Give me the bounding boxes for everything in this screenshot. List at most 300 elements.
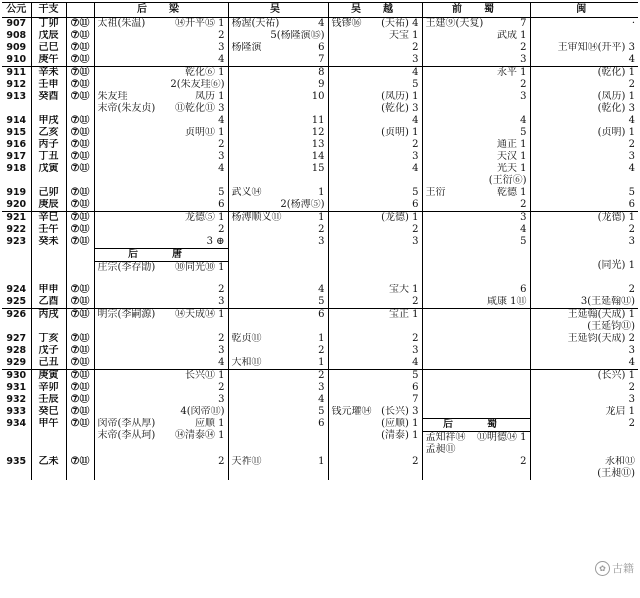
wuyue-cell <box>328 67 422 80</box>
later-liang-cell <box>94 406 228 418</box>
year-cell: 918 <box>6 163 27 174</box>
cell-line: 宝正 1 <box>388 309 419 320</box>
month-mark-cell: ⑦⑪ <box>66 139 94 151</box>
cell-line: 2 <box>628 139 635 150</box>
cell-line: 4 <box>628 54 635 65</box>
month-mark-cell: ⑦⑪ <box>66 394 94 406</box>
min-cell <box>530 296 638 309</box>
wuyue-cell <box>328 54 422 67</box>
cell-line: 4 <box>218 163 225 174</box>
cell-line: 太祖(朱温) ⑭开平⑮ 1 <box>97 18 225 29</box>
later-liang-cell <box>94 236 228 248</box>
cell-line: 3 <box>218 345 225 356</box>
ganzhi-cell: 壬申 <box>31 79 66 91</box>
later-liang-cell <box>94 357 228 370</box>
cell-line <box>332 175 419 187</box>
ganzhi-cell <box>31 248 66 284</box>
former-shu-cell <box>422 333 530 345</box>
wuyue-cell <box>328 127 422 139</box>
cell-line: 龙德⑤ 1 <box>184 212 225 223</box>
cell-line: 2 <box>628 79 635 90</box>
min-cell <box>530 309 638 334</box>
table-row <box>2 18 638 31</box>
cell-line: 长兴⑪ 1 <box>184 370 225 381</box>
cell-line: 13 <box>311 139 325 150</box>
later-liang-cell <box>94 345 228 357</box>
month-mark-cell: ⑦⑪ <box>66 406 94 418</box>
cell-line: (凤历) 1 <box>597 91 635 102</box>
cell-line: 4(闵帝⑪) <box>180 406 225 417</box>
cell-line: 4 <box>520 224 527 235</box>
min-cell <box>530 67 638 80</box>
header-ganzhi: 干支 <box>31 3 66 18</box>
former-shu-cell <box>422 357 530 370</box>
year-cell: 935 <box>6 456 27 467</box>
table-row <box>2 456 638 480</box>
later-liang-cell <box>94 42 228 54</box>
cell-line: 3 <box>412 54 419 65</box>
cell-line <box>534 430 636 442</box>
ganzhi-cell: 庚辰 <box>31 199 66 212</box>
cell-line: 5 <box>520 236 527 247</box>
wu-cell <box>228 394 328 406</box>
wu-cell <box>228 151 328 163</box>
cell-line: 4 <box>412 115 419 126</box>
former-shu-cell <box>422 54 530 67</box>
cell-line: 4 <box>412 163 419 174</box>
cell-line: 4 <box>520 115 527 126</box>
cell-line: 2 <box>628 382 635 393</box>
ganzhi-cell: 己丑 <box>31 357 66 370</box>
cell-line: 2 <box>628 284 635 295</box>
cell-line: 乾化⑥ 1 <box>184 67 225 78</box>
cell-line: 闵帝(李从厚) 应顺 1 <box>97 418 225 429</box>
table-row <box>2 284 638 296</box>
ganzhi-cell: 丁亥 <box>31 333 66 345</box>
former-shu-cell <box>422 418 530 456</box>
wuyue-cell <box>328 139 422 151</box>
later-liang-cell <box>94 212 228 225</box>
month-mark-cell: ⑦⑪ <box>66 382 94 394</box>
cell-line: 杨隆演 6 <box>231 42 325 53</box>
wu-cell <box>228 115 328 127</box>
min-cell <box>530 79 638 91</box>
former-shu-cell <box>422 309 530 334</box>
month-mark-cell: ⑦⑪ <box>66 18 94 31</box>
cell-line: 天汉 1 <box>496 151 527 162</box>
month-mark-cell: ⑦⑪ <box>66 212 94 225</box>
wu-cell <box>228 127 328 139</box>
header-later-liang: 后 梁 <box>94 3 228 18</box>
wu-cell <box>228 333 328 345</box>
cell-line: 3 <box>520 212 527 223</box>
cell-line: 3 <box>218 42 225 53</box>
year-cell: 914 <box>6 115 27 126</box>
year-cell: 912 <box>6 79 27 90</box>
later-liang-cell <box>94 79 228 91</box>
wuyue-cell <box>328 370 422 383</box>
table-row <box>2 163 638 187</box>
min-cell <box>530 163 638 187</box>
cell-line: 4 <box>412 357 419 368</box>
wu-cell <box>228 139 328 151</box>
cell-line: 2 <box>318 370 325 381</box>
later-liang-cell <box>94 91 228 115</box>
cell-line: 2 <box>218 456 225 467</box>
former-shu-cell <box>422 248 530 284</box>
month-mark-cell: ⑦⑪ <box>66 224 94 236</box>
min-cell <box>530 236 638 248</box>
table-row <box>2 42 638 54</box>
month-mark-cell: ⑦⑪ <box>66 79 94 91</box>
min-cell <box>530 224 638 236</box>
later-liang-cell <box>94 370 228 383</box>
cell-line: 4 <box>628 115 635 126</box>
later-liang-cell <box>94 187 228 199</box>
wuyue-cell <box>328 224 422 236</box>
cell-line <box>534 248 636 260</box>
month-mark-cell: ⑦⑪ <box>66 236 94 248</box>
header-year: 公元 <box>2 3 31 18</box>
cell-line: 天祚⑪ 1 <box>231 456 325 467</box>
month-mark-cell: ⑦⑪ <box>66 91 94 115</box>
year-cell: 928 <box>6 345 27 356</box>
year-cell: 934 <box>6 418 27 429</box>
cell-line: (长兴) 1 <box>597 370 635 381</box>
month-mark-cell: ⑦⑪ <box>66 163 94 187</box>
cell-line: 5 <box>318 406 325 417</box>
ganzhi-cell: 辛巳 <box>31 212 66 225</box>
month-mark-cell: ⑦⑪ <box>66 357 94 370</box>
wu-cell <box>228 456 328 480</box>
former-shu-cell <box>422 236 530 248</box>
wu-cell <box>228 309 328 334</box>
month-mark-cell: ⑦⑪ <box>66 309 94 334</box>
cell-line: 钱元瓘⑭ (长兴) 3 <box>331 406 419 417</box>
cell-line: 2 <box>412 333 419 344</box>
cell-line: (贞明) 1 <box>381 127 419 138</box>
month-mark-cell: ⑦⑪ <box>66 333 94 345</box>
year-cell: 909 <box>6 42 27 53</box>
month-mark-cell: ⑦⑪ <box>66 30 94 42</box>
cell-line: 3 <box>628 151 635 162</box>
wuyue-cell <box>328 284 422 296</box>
watermark: ✿ 古籍 <box>595 560 634 577</box>
year-cell: 916 <box>6 139 27 150</box>
cell-line: 3 <box>218 296 225 307</box>
header-min: 闽 <box>530 3 638 18</box>
ganzhi-cell: 甲午 <box>31 418 66 456</box>
year-cell: 921 <box>2 212 31 225</box>
cell-line: 2 <box>412 42 419 53</box>
month-mark-cell: ⑦⑪ <box>66 187 94 199</box>
cell-line: 3 <box>412 345 419 356</box>
wuyue-cell <box>328 42 422 54</box>
cell-line: 龙启 1 <box>605 406 635 417</box>
wu-cell <box>228 248 328 284</box>
wuyue-cell <box>328 163 422 187</box>
cell-line <box>232 175 325 187</box>
ganzhi-cell: 丁丑 <box>31 151 66 163</box>
year-cell: 910 <box>6 54 27 65</box>
wuyue-cell <box>328 296 422 309</box>
cell-line: 2 <box>218 139 225 150</box>
cell-line: 3 <box>628 394 635 405</box>
table-row <box>2 394 638 406</box>
cell-line: 2 <box>520 456 527 467</box>
former-shu-cell <box>422 406 530 418</box>
table-row <box>2 418 638 456</box>
month-mark-cell: ⑦⑪ <box>66 115 94 127</box>
cell-line: 4 <box>318 394 325 405</box>
wuyue-cell <box>328 382 422 394</box>
wu-cell <box>228 236 328 248</box>
former-shu-cell <box>422 91 530 115</box>
cell-line: (应顺) 1 <box>381 418 419 429</box>
wuyue-cell <box>328 151 422 163</box>
ganzhi-cell: 辛未 <box>31 67 66 80</box>
month-mark-cell: ⑦⑪ <box>66 42 94 54</box>
year-cell <box>2 248 31 284</box>
cell-line: 12 <box>311 127 325 138</box>
cell-line: 7 <box>412 394 419 405</box>
cell-line: 王审知⑭(开平) 3 <box>557 42 635 53</box>
cell-line: 3 <box>318 236 325 247</box>
table-row <box>2 127 638 139</box>
cell-line: (王衍⑥) <box>488 175 527 186</box>
cell-line: 4 <box>318 284 325 295</box>
min-cell <box>530 199 638 212</box>
min-cell <box>530 248 638 284</box>
month-mark-cell: ⑦⑪ <box>66 456 94 480</box>
later-liang-cell <box>94 163 228 187</box>
wu-cell <box>228 296 328 309</box>
wuyue-cell <box>328 30 422 42</box>
former-shu-cell <box>422 394 530 406</box>
later-liang-cell <box>94 394 228 406</box>
min-cell <box>530 357 638 370</box>
subhead-later-tang: 后 唐 <box>95 248 228 262</box>
cell-line: 3 ⊕ <box>206 236 225 247</box>
wuyue-cell <box>328 456 422 480</box>
wuyue-cell <box>328 187 422 199</box>
table-row <box>2 67 638 80</box>
table-row <box>2 30 638 42</box>
cell-line: 2 <box>318 345 325 356</box>
former-shu-cell <box>422 345 530 357</box>
cell-line: 2(朱友珪⑥) <box>170 79 225 90</box>
cell-line: 6 <box>218 199 225 210</box>
former-shu-cell <box>422 18 530 31</box>
month-mark-cell: ⑦⑪ <box>66 54 94 67</box>
ganzhi-cell: 丁卯 <box>31 18 66 31</box>
wu-cell <box>228 54 328 67</box>
former-shu-cell <box>422 224 530 236</box>
wu-cell <box>228 42 328 54</box>
month-mark-cell <box>66 248 94 284</box>
wuyue-cell <box>328 345 422 357</box>
wu-cell <box>228 406 328 418</box>
cell-line: 武成 1 <box>496 30 527 41</box>
table-row <box>2 91 638 115</box>
former-shu-cell <box>422 212 530 225</box>
cell-line: 2 <box>628 224 635 235</box>
later-liang-cell <box>94 18 228 31</box>
cell-line: 5(杨隆演⑮) <box>270 30 325 41</box>
cell-line: 2 <box>218 224 225 235</box>
min-cell <box>530 382 638 394</box>
later-liang-cell <box>94 139 228 151</box>
ganzhi-cell: 庚午 <box>31 54 66 67</box>
chronology-page <box>0 2 640 598</box>
later-liang-cell <box>94 284 228 296</box>
year-cell: 930 <box>2 370 31 383</box>
cell-line: 5 <box>218 187 225 198</box>
table-row <box>2 357 638 370</box>
year-cell: 917 <box>6 151 27 162</box>
cell-line: 3(王延翰⑪) <box>580 296 635 307</box>
table-row <box>2 345 638 357</box>
ganzhi-cell: 戊子 <box>31 345 66 357</box>
cell-line: 永和⑪ <box>605 456 635 467</box>
cell-line: 孟昶⑪ <box>425 444 456 455</box>
cell-line: 9 <box>318 79 325 90</box>
year-cell: 932 <box>6 394 27 405</box>
later-liang-cell <box>94 54 228 67</box>
cell-line: 5 <box>628 187 635 198</box>
year-cell: 925 <box>6 296 27 307</box>
cell-line: 5 <box>412 187 419 198</box>
wu-cell <box>228 212 328 225</box>
later-liang-cell <box>94 248 228 284</box>
cell-line: 光天 1 <box>496 163 527 174</box>
former-shu-cell <box>422 151 530 163</box>
wu-cell <box>228 91 328 115</box>
wu-cell <box>228 30 328 42</box>
cell-line: 钱镠⑯ (天祐) 4 <box>331 18 419 29</box>
cell-line: 2 <box>412 224 419 235</box>
cell-line: 6 <box>318 418 325 429</box>
later-liang-cell <box>94 127 228 139</box>
later-liang-cell <box>94 151 228 163</box>
cell-line <box>534 175 636 187</box>
ganzhi-cell: 壬辰 <box>31 394 66 406</box>
header-blank <box>66 3 94 18</box>
later-liang-cell <box>94 418 228 456</box>
cell-line: 2 <box>318 224 325 235</box>
later-liang-cell <box>94 309 228 334</box>
cell-line: (乾化) 1 <box>597 67 635 78</box>
later-liang-cell <box>94 456 228 480</box>
wuyue-cell <box>328 248 422 284</box>
cell-line: 2 <box>412 456 419 467</box>
former-shu-cell <box>422 30 530 42</box>
min-cell <box>530 18 638 31</box>
wu-cell <box>228 199 328 212</box>
year-cell: 920 <box>6 199 27 210</box>
table-row <box>2 187 638 199</box>
table-row <box>2 115 638 127</box>
former-shu-cell <box>422 296 530 309</box>
year-cell: 924 <box>6 284 27 295</box>
cell-line: (王延钧⑪) <box>587 321 635 332</box>
cell-line: (龙德) 1 <box>381 212 419 223</box>
cell-line: 乾贞⑪ 1 <box>231 333 325 344</box>
month-mark-cell: ⑦⑪ <box>66 199 94 212</box>
cell-line: (清泰) 1 <box>381 430 419 441</box>
later-liang-cell <box>94 296 228 309</box>
former-shu-cell <box>422 67 530 80</box>
header-row <box>2 3 638 18</box>
min-cell <box>530 54 638 67</box>
former-shu-cell <box>422 382 530 394</box>
cell-line: 2(杨溥⑤) <box>280 199 325 210</box>
year-cell: 929 <box>6 357 27 368</box>
month-mark-cell: ⑦⑪ <box>66 418 94 456</box>
table-row <box>2 370 638 383</box>
min-cell <box>530 127 638 139</box>
wuyue-cell <box>328 199 422 212</box>
cell-line: 3 <box>628 345 635 356</box>
ganzhi-cell: 辛卯 <box>31 382 66 394</box>
cell-line: 6 <box>318 309 325 320</box>
cell-line: 王衍 乾德 1 <box>425 187 527 198</box>
former-shu-cell <box>422 115 530 127</box>
cell-line: 15 <box>311 163 325 174</box>
wu-cell <box>228 357 328 370</box>
min-cell <box>530 151 638 163</box>
cell-line: 5 <box>318 296 325 307</box>
ganzhi-cell: 乙未 <box>31 456 66 480</box>
former-shu-cell <box>422 199 530 212</box>
cell-line: · <box>631 18 635 29</box>
wuyue-cell <box>328 333 422 345</box>
cell-line: 6 <box>412 199 419 210</box>
cell-line: 3 <box>520 91 527 102</box>
former-shu-cell <box>422 139 530 151</box>
cell-line: 2 <box>520 199 527 210</box>
min-cell <box>530 333 638 345</box>
wuyue-cell <box>328 394 422 406</box>
wuyue-cell <box>328 418 422 456</box>
wu-cell <box>228 79 328 91</box>
wu-cell <box>228 382 328 394</box>
cell-line: 4 <box>628 357 635 368</box>
month-mark-cell: ⑦⑪ <box>66 127 94 139</box>
year-cell: 923 <box>6 236 27 247</box>
cell-line: 2 <box>218 382 225 393</box>
table-row <box>2 139 638 151</box>
year-cell: 919 <box>6 187 27 198</box>
ganzhi-cell: 戊辰 <box>31 30 66 42</box>
year-cell: 927 <box>6 333 27 344</box>
cell-line: 14 <box>311 151 325 162</box>
wuyue-cell <box>328 309 422 334</box>
ganzhi-cell: 癸巳 <box>31 406 66 418</box>
cell-line: 4 <box>412 67 419 78</box>
header-wuyue: 吴 越 <box>328 3 422 18</box>
cell-line: 大和⑪ 1 <box>231 357 325 368</box>
former-shu-cell <box>422 284 530 296</box>
cell-line: 末帝(李从珂) ⑭清泰⑭ 1 <box>97 430 225 441</box>
min-cell <box>530 139 638 151</box>
year-cell: 931 <box>6 382 27 393</box>
month-mark-cell: ⑦⑪ <box>66 296 94 309</box>
min-cell <box>530 42 638 54</box>
wu-cell <box>228 163 328 187</box>
table-row <box>2 333 638 345</box>
cell-line: 4 <box>218 115 225 126</box>
